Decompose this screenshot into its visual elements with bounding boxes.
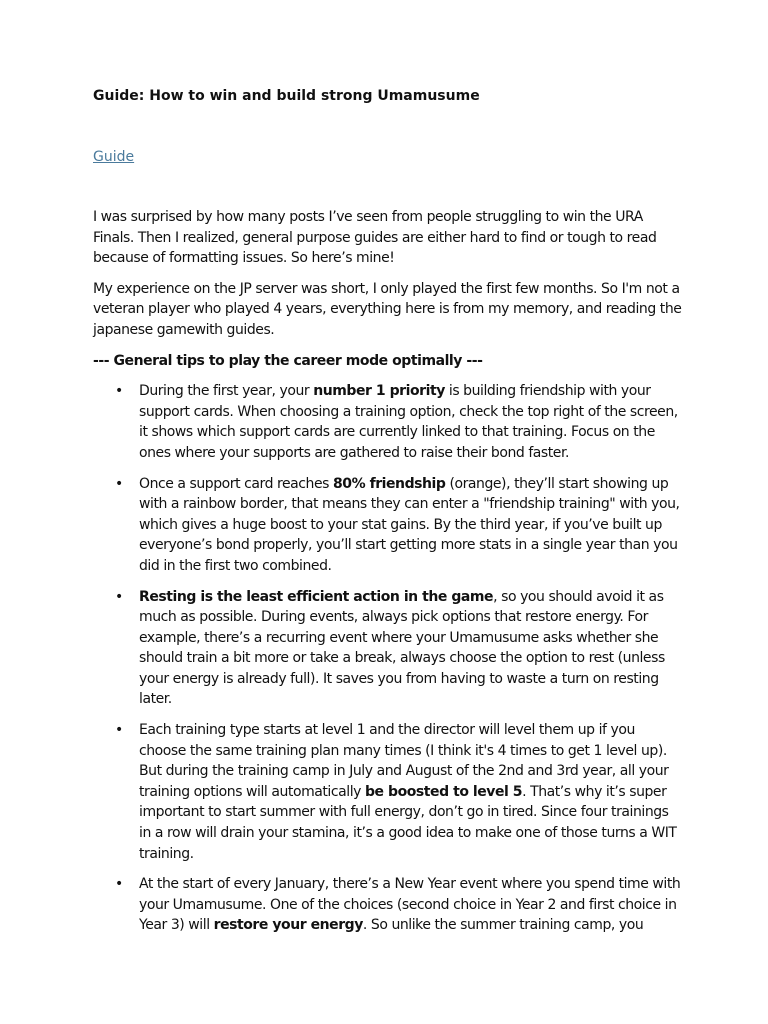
tip-text: During the first year, your <box>139 383 314 400</box>
tip-text: At the start of every January, there’s a New Year event where you spend time with your Umamusume. One of the choices (second choice in Year 2 and first choice in Year 3) will <box>139 876 681 934</box>
list-item <box>93 587 683 711</box>
bullet-icon: • <box>115 588 123 605</box>
tip-text: (orange), they’ll start showing up with a rainbow border, that means they can enter a "friendship training" with you, which gives a huge boost to your stat gains. By the third year, if you’ve built up everyone’s bond properly, you’ll start getting more stats in a single year than you did in the first two combined. <box>139 475 680 574</box>
tip-emphasis: number 1 priority <box>313 383 445 400</box>
tips-list <box>93 381 683 936</box>
document-title: Guide: How to win and build strong Umamusume <box>93 88 480 104</box>
tip-text: Once a support card reaches <box>139 475 333 492</box>
list-item <box>93 720 683 864</box>
list-item <box>93 474 683 577</box>
bullet-icon: • <box>115 722 123 739</box>
guide-link[interactable]: Guide <box>93 149 135 165</box>
document-body <box>93 207 683 946</box>
tip-emphasis: 80% friendship <box>332 475 446 492</box>
experience-paragraph: My experience on the JP server was short, I only played the first few months. So I'm not a veteran player who played 4 years, everything here is from my memory, and reading the japanese gamewith guides. <box>93 280 682 338</box>
list-item <box>93 874 683 936</box>
bullet-icon: • <box>115 876 123 893</box>
list-item <box>93 381 683 463</box>
tip-text: , so you should avoid it as much as possible. During events, always pick options that restore energy. For example, there’s a recurring event where your Umamusume asks whether she should train a bit more or take a break, always choose the option to rest (unless your energy is already full). It saves you from having to waste a turn on resting later. <box>139 588 665 708</box>
tip-emphasis: restore your energy <box>213 917 363 934</box>
tip-text: . That’s why it’s super important to start summer with full energy, don’t go in tired. Since four trainings in a row will drain your stamina, it’s a good idea to make one of those turns a WIT training. <box>139 783 677 862</box>
tip-text: is building friendship with your support cards. When choosing a training option, check the top right of the screen, it shows which support cards are currently linked to that training. Focus on the ones where your supports are gathered to raise their bond faster. <box>139 383 678 461</box>
tip-emphasis: be boosted to level 5 <box>364 783 523 800</box>
section-heading: --- General tips to play the career mode optimally --- <box>93 352 483 369</box>
tip-emphasis: Resting is the least efficient action in the game <box>139 588 494 605</box>
tip-text: Each training type starts at level 1 and the director will level them up if you choose the same training plan many times (I think it's 4 times to get 1 level up). But during the training camp in July and August of the 2nd and 3rd year, all your training options will automatically <box>139 722 669 800</box>
bullet-icon: • <box>115 475 123 492</box>
bullet-icon: • <box>115 383 123 400</box>
tip-text: . So unlike the summer training camp, you <box>362 917 644 934</box>
intro-paragraph: I was surprised by how many posts I’ve seen from people struggling to win the URA Finals. Then I realized, general purpose guides are either hard to find or tough to read because of formatting issues. So here’s mine! <box>93 209 657 267</box>
